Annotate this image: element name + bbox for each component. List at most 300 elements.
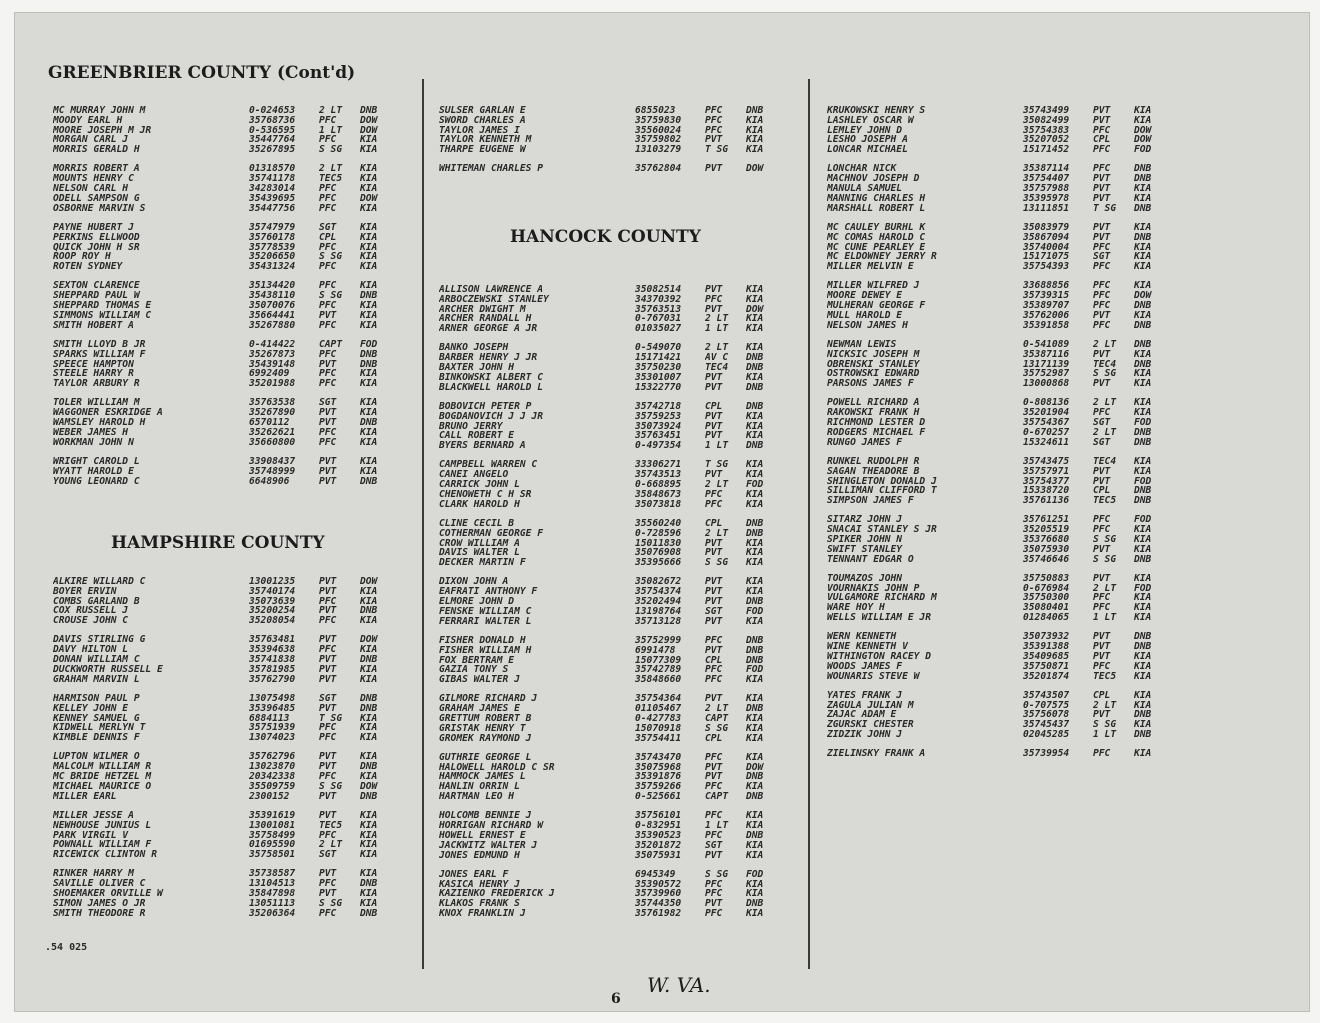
entry-status: FOD [746, 606, 764, 617]
roster-entry [439, 597, 778, 607]
roster-entry [53, 174, 392, 184]
roster-entry [439, 811, 778, 821]
entry-status: KIA [746, 421, 764, 432]
entry-name: RUNGO JAMES F [827, 437, 903, 448]
entry-name: WRIGHT CAROLD L [53, 456, 140, 467]
entry-name: SEXTON CLARENCE [53, 281, 140, 292]
roster-entry [827, 360, 1166, 370]
roster-group [53, 340, 392, 389]
entry-serial-number: 35761982 [635, 909, 682, 919]
entry-rank: PFC [705, 675, 723, 685]
entry-status: KIA [746, 694, 764, 705]
entry-rank: PFC [319, 184, 337, 194]
entry-rank: PFC [319, 203, 337, 214]
entry-rank: PFC [705, 125, 723, 136]
roster-entry [827, 652, 1166, 662]
entry-serial-number: 35867094 [1023, 232, 1070, 243]
entry-serial-number: 6992409 [249, 369, 290, 380]
entry-rank: PVT [705, 421, 723, 432]
entry-rank: S SG [1093, 554, 1117, 565]
entry-status: KIA [1134, 281, 1152, 292]
roster-entry [53, 733, 392, 743]
entry-rank: PVT [1093, 379, 1111, 389]
roster-entry [53, 792, 392, 802]
entry-status: KIA [1134, 408, 1152, 419]
entry-name: PARSONS JAMES F [827, 379, 914, 389]
roster-entry [827, 477, 1166, 487]
entry-name: DIXON JOHN A [439, 577, 509, 588]
entry-rank: PFC [319, 437, 337, 448]
roster-group [439, 870, 778, 919]
entry-name: KNOX FRANKLIN J [439, 909, 526, 919]
entry-status: DOW [360, 635, 378, 646]
roster-entry [53, 879, 392, 889]
roster-entry [439, 821, 778, 831]
roster-entry [53, 909, 392, 919]
entry-name: SPIKER JOHN N [827, 534, 903, 545]
entry-rank: PFC [1093, 281, 1111, 292]
entry-rank: PFC [319, 596, 337, 607]
entry-status: DNB [1134, 174, 1152, 185]
entry-serial-number: 01035027 [635, 324, 682, 334]
roster-group [53, 398, 392, 447]
entry-status: KIA [746, 889, 764, 900]
roster-entry [439, 665, 778, 675]
entry-rank: S SG [319, 781, 343, 792]
entry-name: HANLIN ORRIN L [439, 782, 520, 793]
roster-entry [53, 577, 392, 587]
entry-status: KIA [360, 898, 378, 909]
roster-entry [827, 262, 1166, 272]
entry-status: KIA [746, 587, 764, 598]
entry-rank: PVT [705, 616, 723, 627]
entry-name: HORRIGAN RICHARD W [439, 821, 543, 831]
entry-status: DNB [746, 830, 764, 841]
roster-entry [827, 281, 1166, 291]
entry-name: KIMBLE DENNIS F [53, 733, 140, 743]
entry-status: KIA [1134, 466, 1152, 477]
roster-entry [439, 675, 778, 685]
roster-group [827, 691, 1166, 740]
entry-serial-number: 35202494 [635, 597, 682, 607]
entry-status: DNB [1134, 730, 1152, 740]
entry-name: LUPTON WILMER O [53, 752, 140, 763]
roster-entry [53, 145, 392, 155]
entry-serial-number: 35267873 [249, 349, 296, 360]
entry-rank: TEC5 [319, 820, 343, 831]
entry-serial-number: 35387114 [1023, 164, 1070, 175]
entry-rank: PFC [319, 242, 337, 253]
entry-status: KIA [360, 586, 378, 597]
entry-name: ROOP ROY H [53, 252, 111, 263]
entry-serial-number: 35075930 [1023, 544, 1070, 555]
entry-rank: PVT [319, 577, 337, 587]
entry-serial-number: 35744350 [635, 899, 682, 910]
entry-status: KIA [746, 145, 764, 155]
entry-serial-number: 35758501 [249, 850, 296, 860]
roster-entry [827, 438, 1166, 448]
entry-serial-number: 35376680 [1023, 534, 1070, 545]
roster-entry [827, 720, 1166, 730]
entry-rank: PFC [319, 193, 337, 204]
entry-rank: PVT [1093, 310, 1111, 321]
entry-rank: PFC [1093, 515, 1111, 526]
entry-serial-number: 35447764 [249, 135, 296, 146]
entry-serial-number: 6648906 [249, 476, 290, 487]
entry-rank: PVT [319, 466, 337, 477]
entry-status: KIA [746, 782, 764, 793]
entry-serial-number: 35262621 [249, 427, 296, 438]
roster-entry [53, 899, 392, 909]
entry-serial-number: 35768736 [249, 115, 296, 126]
roster-entry [53, 597, 392, 607]
entry-rank: PVT [1093, 232, 1111, 243]
entry-serial-number: 0-414422 [249, 339, 296, 350]
entry-name: LONCHAR NICK [827, 164, 897, 175]
entry-rank: SGT [1093, 252, 1111, 263]
entry-status: KIA [746, 840, 764, 851]
roster-entry [827, 252, 1166, 262]
entry-name: THARPE EUGENE W [439, 145, 526, 155]
entry-status: KIA [360, 840, 378, 851]
entry-name: MC COMAS HAROLD C [827, 232, 926, 243]
entry-serial-number: 0-808136 [1023, 398, 1070, 409]
entry-name: HOLCOMB BENNIE J [439, 811, 532, 822]
entry-serial-number: 35743499 [1023, 106, 1070, 116]
roster-entry [53, 291, 392, 301]
entry-name: JACKWITZ WALTER J [439, 840, 538, 851]
roster-entry [827, 691, 1166, 701]
entry-serial-number: 35759830 [635, 115, 682, 126]
roster-group [439, 694, 778, 743]
entry-rank: PFC [705, 889, 723, 900]
roster-entry [53, 281, 392, 291]
entry-status: KIA [1134, 544, 1152, 555]
roster-entry [439, 305, 778, 315]
roster-entry [439, 772, 778, 782]
entry-name: RICHMOND LESTER D [827, 418, 926, 428]
entry-name: FERRARI WALTER L [439, 616, 532, 627]
roster-entry [439, 539, 778, 549]
entry-name: BYERS BERNARD A [439, 441, 526, 451]
entry-serial-number: 35748999 [249, 466, 296, 477]
document-page [14, 12, 1310, 1012]
entry-serial-number: 0-541089 [1023, 339, 1070, 350]
document-code: .54 025 [45, 942, 88, 953]
entry-rank: T SG [705, 145, 729, 155]
roster-entry [53, 477, 392, 487]
entry-serial-number: 35758499 [249, 830, 296, 841]
roster-group [53, 164, 392, 213]
entry-rank: TEC4 [1093, 359, 1117, 370]
entry-rank: PFC [705, 499, 723, 510]
entry-status: KIA [746, 470, 764, 481]
roster-entry [827, 535, 1166, 545]
entry-status: KIA [746, 733, 764, 744]
entry-status: FOD [1134, 145, 1152, 155]
entry-status: KIA [746, 372, 764, 383]
entry-serial-number: 33306271 [635, 460, 682, 471]
entry-serial-number: 35754393 [1023, 262, 1070, 272]
roster-entry [439, 617, 778, 627]
entry-name: CROUSE JOHN C [53, 616, 129, 626]
entry-status: KIA [360, 674, 378, 685]
entry-status: KIA [360, 723, 378, 734]
roster-entry [439, 607, 778, 617]
entry-name: ALKIRE WILLARD C [53, 577, 146, 587]
roster-entry [439, 373, 778, 383]
entry-serial-number: 35390523 [635, 830, 682, 841]
entry-serial-number: 35751939 [249, 723, 296, 734]
roster-entry [827, 194, 1166, 204]
entry-serial-number: 6570112 [249, 418, 290, 428]
entry-status: KIA [746, 675, 764, 685]
roster-entry [53, 135, 392, 145]
entry-serial-number: 35073818 [635, 499, 682, 510]
entry-serial-number: 35073924 [635, 421, 682, 432]
entry-serial-number: 0-497354 [635, 441, 682, 451]
entry-serial-number: 35781985 [249, 664, 296, 675]
entry-name: SILLIMAN CLIFFORD T [827, 486, 937, 497]
roster-entry [439, 402, 778, 412]
entry-rank: PVT [705, 850, 723, 861]
roster-entry [827, 233, 1166, 243]
entry-name: KIDWELL MERLYN T [53, 723, 146, 734]
entry-serial-number: 35739960 [635, 889, 682, 900]
roster-entry [53, 714, 392, 724]
entry-name: ODELL SAMPSON G [53, 193, 140, 204]
entry-serial-number: 35739315 [1023, 291, 1070, 302]
entry-rank: S SG [705, 558, 729, 568]
entry-name: LESHO JOSEPH A [827, 135, 908, 146]
entry-serial-number: 35075968 [635, 762, 682, 773]
entry-serial-number: 15171452 [1023, 145, 1070, 155]
entry-serial-number: 13000868 [1023, 379, 1070, 389]
roster-entry [53, 321, 392, 331]
entry-name: BLACKWELL HAROLD L [439, 382, 543, 393]
entry-name: MOORE JOSEPH M JR [53, 125, 152, 136]
entry-name: FISHER WILLIAM H [439, 645, 532, 656]
entry-status: DNB [1134, 486, 1152, 497]
entry-status: KIA [746, 314, 764, 325]
roster-entry [53, 262, 392, 272]
roster-entry [827, 243, 1166, 253]
entry-rank: S SG [319, 291, 343, 302]
entry-name: ZAJAC ADAM E [827, 710, 897, 721]
roster-entry [53, 840, 392, 850]
entry-status: KIA [360, 466, 378, 477]
roster-entry [53, 645, 392, 655]
entry-rank: PVT [705, 645, 723, 656]
entry-rank: SGT [1093, 437, 1111, 448]
entry-rank: PFC [319, 733, 337, 743]
entry-name: BINKOWSKI ALBERT C [439, 372, 543, 383]
entry-rank: CPL [319, 232, 337, 243]
entry-rank: PVT [1093, 642, 1111, 652]
entry-status: KIA [1134, 379, 1152, 389]
entry-name: CLARK HAROLD H [439, 499, 520, 510]
entry-name: BARBER HENRY J JR [439, 353, 538, 364]
roster-entry [439, 363, 778, 373]
entry-serial-number: 35082514 [635, 285, 682, 295]
entry-name: NICKSIC JOSEPH M [827, 349, 920, 360]
entry-rank: CPL [1093, 135, 1111, 146]
entry-name: DAVY HILTON L [53, 645, 129, 656]
entry-rank: PVT [319, 456, 337, 467]
entry-status: DNB [360, 349, 378, 360]
entry-serial-number: 35439148 [249, 359, 296, 370]
entry-name: WEBER JAMES H [53, 427, 129, 438]
entry-serial-number: 35664441 [249, 310, 296, 321]
entry-serial-number: 35847898 [249, 889, 296, 899]
entry-rank: AV C [705, 353, 729, 364]
roster-entry [439, 285, 778, 295]
entry-name: MILLER MELVIN E [827, 262, 914, 272]
roster-entry [439, 587, 778, 597]
roster-group [439, 519, 778, 568]
entry-name: MC CUNE PEARLEY E [827, 242, 926, 253]
roster-entry [53, 223, 392, 233]
entry-rank: PVT [1093, 476, 1111, 487]
entry-status: KIA [1134, 603, 1152, 614]
entry-status: KIA [360, 379, 378, 389]
roster-group [827, 281, 1166, 330]
entry-status: KIA [1134, 720, 1152, 731]
entry-serial-number: 35754383 [1023, 125, 1070, 136]
roster-entry [53, 233, 392, 243]
entry-serial-number: 35447756 [249, 203, 296, 214]
hampshire-roster-block [53, 577, 392, 928]
entry-rank: PFC [319, 616, 337, 626]
roster-entry [439, 519, 778, 529]
entry-serial-number: 15324611 [1023, 437, 1070, 448]
entry-name: MC BRIDE HETZEL M [53, 772, 152, 782]
roster-entry [53, 457, 392, 467]
roster-entry [827, 730, 1166, 740]
entry-status: DNB [360, 476, 378, 487]
entry-name: CALL ROBERT E [439, 431, 515, 442]
entry-rank: S SG [319, 252, 343, 263]
roster-group [439, 164, 778, 174]
entry-status: DNB [1134, 554, 1152, 565]
entry-status: KIA [360, 869, 378, 880]
entry-name: POWNALL WILLIAM F [53, 840, 152, 851]
entry-status: DNB [360, 791, 378, 802]
entry-serial-number: 35747979 [249, 222, 296, 233]
entry-serial-number: 35560024 [635, 125, 682, 136]
entry-status: DNB [746, 597, 764, 607]
entry-rank: PFC [1093, 145, 1111, 155]
entry-name: MANULA SAMUEL [827, 184, 903, 194]
entry-serial-number: 35205519 [1023, 525, 1070, 535]
entry-rank: TEC5 [1093, 671, 1117, 682]
roster-entry [439, 889, 778, 899]
roster-entry [439, 164, 778, 174]
entry-rank: PFC [319, 369, 337, 380]
entry-serial-number: 35743507 [1023, 690, 1070, 701]
roster-entry [439, 577, 778, 587]
entry-rank: PFC [1093, 749, 1111, 760]
entry-serial-number: 35763513 [635, 304, 682, 315]
entry-name: MALCOLM WILLIAM R [53, 762, 152, 773]
entry-status: KIA [746, 324, 764, 334]
entry-serial-number: 0-668895 [635, 480, 682, 490]
roster-entry [439, 116, 778, 126]
entry-name: CAMPBELL WARREN C [439, 460, 538, 471]
entry-rank: 2 LT [1093, 583, 1117, 594]
entry-rank: PFC [319, 427, 337, 438]
entry-status: KIA [360, 408, 378, 419]
entry-serial-number: 35083979 [1023, 222, 1070, 233]
entry-serial-number: 35754411 [635, 733, 682, 744]
entry-rank: S SG [319, 145, 343, 155]
entry-status: DNB [360, 291, 378, 302]
roster-entry [439, 490, 778, 500]
entry-status: KIA [360, 752, 378, 763]
entry-status: KIA [1134, 613, 1152, 623]
entry-status: DNB [746, 106, 764, 116]
entry-status: DNB [1134, 496, 1152, 506]
heading-hampshire-county: HAMPSHIRE COUNTY [111, 533, 325, 553]
entry-rank: PVT [1093, 544, 1111, 555]
entry-rank: PFC [319, 320, 337, 331]
roster-entry [827, 486, 1166, 496]
roster-entry [439, 704, 778, 714]
entry-serial-number: 35759253 [635, 411, 682, 422]
entry-status: FOD [746, 869, 764, 880]
entry-rank: TEC5 [319, 174, 343, 185]
entry-name: EAFRATI ANTHONY F [439, 587, 538, 598]
entry-rank: PFC [705, 489, 723, 500]
entry-status: KIA [1134, 193, 1152, 204]
roster-entry [827, 135, 1166, 145]
entry-serial-number: 35200254 [249, 606, 296, 617]
entry-serial-number: 35754364 [635, 694, 682, 705]
entry-serial-number: 35763538 [249, 398, 296, 409]
entry-rank: PVT [1093, 115, 1111, 126]
entry-status: KIA [360, 713, 378, 724]
entry-serial-number: 35206650 [249, 252, 296, 263]
roster-group [827, 164, 1166, 213]
entry-serial-number: 6945349 [635, 869, 676, 880]
entry-rank: PFC [705, 106, 723, 116]
entry-rank: S SG [1093, 534, 1117, 545]
entry-rank: 2 LT [1093, 398, 1117, 409]
entry-serial-number: 35741178 [249, 174, 296, 185]
entry-name: YOUNG LEONARD C [53, 476, 140, 487]
entry-serial-number: 6884113 [249, 713, 290, 724]
entry-status: DOW [1134, 291, 1152, 302]
entry-serial-number: 0-525661 [635, 792, 682, 802]
entry-name: OBRENSKI STANLEY [827, 359, 920, 370]
entry-name: WELLS WILLIAM E JR [827, 613, 931, 623]
entry-rank: 1 LT [705, 324, 729, 334]
entry-rank: PVT [1093, 222, 1111, 233]
entry-serial-number: 33688856 [1023, 281, 1070, 292]
entry-name: MARSHALL ROBERT L [827, 203, 926, 214]
entry-status: DOW [360, 115, 378, 126]
entry-name: RAKOWSKI FRANK H [827, 408, 920, 419]
heading-hancock-county: HANCOCK COUNTY [510, 227, 701, 247]
entry-serial-number: 35739954 [1023, 749, 1070, 760]
entry-rank: PVT [319, 310, 337, 321]
entry-serial-number: 35752987 [1023, 369, 1070, 380]
entry-serial-number: 35761251 [1023, 515, 1070, 526]
entry-status: KIA [1134, 690, 1152, 701]
entry-rank: S SG [1093, 369, 1117, 380]
entry-serial-number: 35848673 [635, 489, 682, 500]
entry-rank: PFC [705, 782, 723, 793]
